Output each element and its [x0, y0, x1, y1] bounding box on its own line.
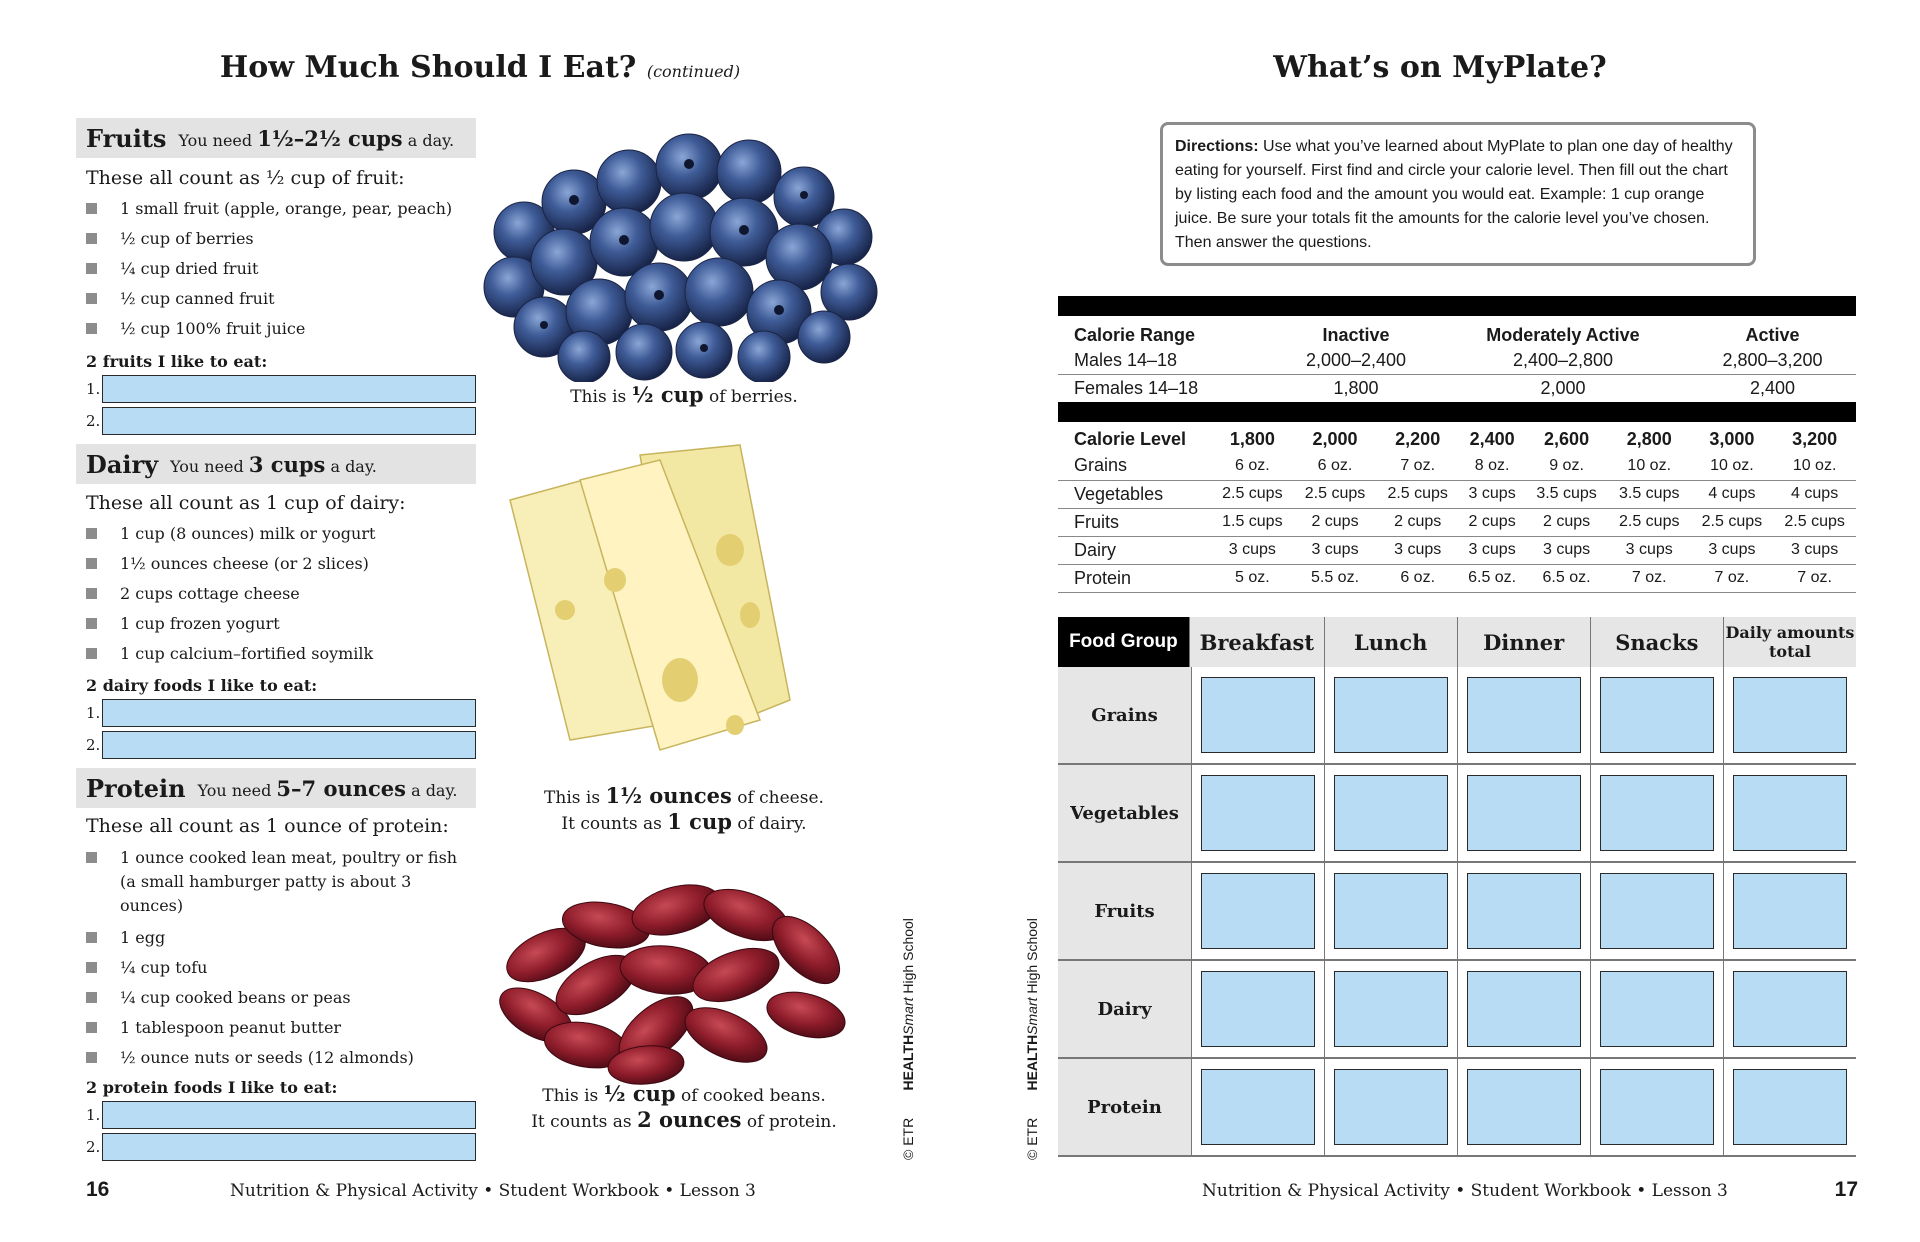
- protein-counts-as: These all count as 1 ounce of protein:: [86, 815, 449, 837]
- list-item: 2 cups cottage cheese: [86, 582, 476, 606]
- plan-input-grains-5[interactable]: [1733, 677, 1847, 753]
- protein-like-label: 2 protein foods I like to eat:: [86, 1078, 338, 1097]
- plan-input-vegetables-5[interactable]: [1733, 775, 1847, 851]
- title-note: (continued): [646, 62, 741, 81]
- bullet-icon: [86, 962, 97, 973]
- plan-row-protein: [1058, 1059, 1856, 1157]
- fruit-entry-2[interactable]: 2.: [86, 406, 476, 436]
- calorie-tables: [1058, 296, 1856, 593]
- table-row: Calorie Level 1,800 2,000 2,200 2,400 2,600 2,800 3,000 3,200: [1074, 428, 1838, 449]
- plan-input-dairy-2[interactable]: [1334, 971, 1448, 1047]
- plan-input-protein-5[interactable]: [1733, 1069, 1847, 1145]
- list-item: 1 cup frozen yogurt: [86, 612, 476, 636]
- table-bar: [1058, 296, 1856, 316]
- berries-caption: This is ½ cup of berries.: [570, 382, 798, 407]
- blueberries-image: [464, 112, 884, 382]
- list-item: 1 cup calcium–fortified soymilk: [86, 642, 476, 666]
- cheese-image: [490, 440, 820, 760]
- plan-input-grains-1[interactable]: [1201, 677, 1315, 753]
- list-item: 1 ounce cooked lean meat, poultry or fish (a small hamburger patty is about 3 ounces): [86, 846, 476, 918]
- list-item: 1 tablespoon peanut butter: [86, 1016, 476, 1040]
- list-item: ½ ounce nuts or seeds (12 almonds): [86, 1046, 476, 1070]
- section-name: Protein: [86, 773, 186, 803]
- plan-input-dairy-4[interactable]: [1600, 971, 1714, 1047]
- bullet-icon: [86, 992, 97, 1003]
- plan-input-protein-2[interactable]: [1334, 1069, 1448, 1145]
- bullet-icon: [86, 932, 97, 943]
- right-page-number: 17: [1834, 1178, 1858, 1201]
- dairy-entry-2[interactable]: 2.: [86, 730, 476, 760]
- table-bar: [1058, 402, 1856, 422]
- list-item: 1 egg: [86, 926, 476, 950]
- plan-input-vegetables-3[interactable]: [1467, 775, 1581, 851]
- bullet-icon: [86, 528, 97, 539]
- dairy-like-label: 2 dairy foods I like to eat:: [86, 676, 318, 695]
- bullet-icon: [86, 323, 97, 334]
- plan-input-vegetables-4[interactable]: [1600, 775, 1714, 851]
- plan-input-protein-4[interactable]: [1600, 1069, 1714, 1145]
- page-title-text: How Much Should I Eat?: [219, 50, 637, 85]
- list-item: ½ cup 100% fruit juice: [86, 317, 476, 341]
- left-brand-vertical: © ETR HEALTHSmart High School: [900, 918, 916, 1160]
- plan-row-fruits: [1058, 863, 1856, 961]
- table-row: Protein 5 oz. 5.5 oz. 6 oz. 6.5 oz. 6.5 oz. 7 oz. 7 oz. 7 oz.: [1058, 564, 1856, 592]
- brand-logo: HEALTH: [900, 1034, 916, 1091]
- section-need: You need 5–7 ounces a day.: [197, 775, 458, 801]
- food-group-label: Grains: [1058, 667, 1191, 763]
- protein-input-1[interactable]: [102, 1101, 476, 1129]
- left-page-title: [0, 50, 960, 85]
- daily-total-header: Daily amounts total: [1723, 617, 1856, 667]
- directions-box: [1160, 122, 1756, 266]
- list-item: ¼ cup dried fruit: [86, 257, 476, 281]
- plan-input-vegetables-2[interactable]: [1334, 775, 1448, 851]
- fruits-like-label: 2 fruits I like to eat:: [86, 352, 268, 371]
- plan-input-protein-1[interactable]: [1201, 1069, 1315, 1145]
- dairy-input-1[interactable]: [102, 699, 476, 727]
- meal-plan-grid: [1058, 667, 1856, 1157]
- table-row: Dairy 3 cups 3 cups 3 cups 3 cups 3 cups 3 cups 3 cups 3 cups: [1058, 536, 1856, 564]
- dairy-input-2[interactable]: [102, 731, 476, 759]
- food-group-label: Protein: [1058, 1059, 1191, 1155]
- right-page-title: What’s on MyPlate?: [1273, 50, 1607, 85]
- plan-cell-grains-1: [1191, 667, 1324, 763]
- food-group-label: Vegetables: [1058, 765, 1191, 861]
- plan-cell-grains-2: [1324, 667, 1457, 763]
- food-group-label: Dairy: [1058, 961, 1191, 1057]
- protein-input-2[interactable]: [102, 1133, 476, 1161]
- plan-cell-dairy-5: [1723, 961, 1856, 1057]
- table-row: Females 14–18 1,800 2,000 2,400: [1074, 377, 1796, 398]
- calorie-range-table: [1058, 322, 1856, 402]
- list-item: ¼ cup tofu: [86, 956, 476, 980]
- plan-cell-dairy-4: [1590, 961, 1723, 1057]
- plan-cell-vegetables-1: [1191, 765, 1324, 861]
- plan-input-fruits-2[interactable]: [1334, 873, 1448, 949]
- bullet-icon: [86, 648, 97, 659]
- plan-cell-dairy-2: [1324, 961, 1457, 1057]
- plan-row-dairy: [1058, 961, 1856, 1059]
- section-need: You need 1½–2½ cups a day.: [178, 125, 455, 151]
- plan-cell-vegetables-5: [1723, 765, 1856, 861]
- fruit-input-1[interactable]: [102, 375, 476, 403]
- plan-cell-fruits-2: [1324, 863, 1457, 959]
- left-page-number: 16: [86, 1178, 110, 1201]
- plan-input-vegetables-1[interactable]: [1201, 775, 1315, 851]
- plan-cell-protein-3: [1457, 1059, 1590, 1155]
- beans-image: [476, 855, 876, 1085]
- left-footer: Nutrition & Physical Activity • Student Workbook • Lesson 3: [230, 1181, 756, 1201]
- plan-cell-fruits-3: [1457, 863, 1590, 959]
- bullet-icon: [86, 852, 97, 863]
- directions-text: Use what you’ve learned about MyPlate to plan one day of healthy eating for yourself. First find and circle your calorie level. Then fill out the chart by listing each food and the amount you would eat. Example: 1 cup orange juice. Be sure your totals fit the amounts for the calorie level you’ve chosen. Then answer the questions.: [1175, 138, 1733, 251]
- plan-input-grains-4[interactable]: [1600, 677, 1714, 753]
- plan-cell-grains-5: [1723, 667, 1856, 763]
- meal-plan-table: [1058, 617, 1856, 667]
- bullet-icon: [86, 203, 97, 214]
- calorie-level-table: [1058, 426, 1856, 593]
- dairy-counts-as: These all count as 1 cup of dairy:: [86, 492, 406, 514]
- bullet-icon: [86, 1022, 97, 1033]
- list-item: 1 cup (8 ounces) milk or yogurt: [86, 522, 476, 546]
- plan-input-fruits-5[interactable]: [1733, 873, 1847, 949]
- list-item: ½ cup canned fruit: [86, 287, 476, 311]
- plan-input-dairy-1[interactable]: [1201, 971, 1315, 1047]
- list-item: ½ cup of berries: [86, 227, 476, 251]
- directions-label: Directions:: [1175, 138, 1259, 155]
- plan-cell-vegetables-3: [1457, 765, 1590, 861]
- plan-cell-grains-3: [1457, 667, 1590, 763]
- plan-input-fruits-4[interactable]: [1600, 873, 1714, 949]
- right-brand-vertical: © ETR HEALTHSmart High School: [1024, 918, 1040, 1160]
- plan-cell-fruits-1: [1191, 863, 1324, 959]
- plan-cell-protein-5: [1723, 1059, 1856, 1155]
- protein-section-header: [76, 768, 476, 808]
- food-group-label: Fruits: [1058, 863, 1191, 959]
- table-header-row: [1058, 617, 1856, 667]
- plan-cell-fruits-5: [1723, 863, 1856, 959]
- dinner-header: Dinner: [1457, 617, 1590, 667]
- bullet-icon: [86, 588, 97, 599]
- plan-cell-fruits-4: [1590, 863, 1723, 959]
- bullet-icon: [86, 1052, 97, 1063]
- plan-cell-vegetables-4: [1590, 765, 1723, 861]
- dairy-section-header: [76, 444, 476, 484]
- plan-input-dairy-5[interactable]: [1733, 971, 1847, 1047]
- table-row: Fruits 1.5 cups 2 cups 2 cups 2 cups 2 cups 2.5 cups 2.5 cups 2.5 cups: [1058, 508, 1856, 536]
- list-item: ¼ cup cooked beans or peas: [86, 986, 476, 1010]
- section-name: Dairy: [86, 449, 159, 479]
- table-row: Grains 6 oz. 6 oz. 7 oz. 8 oz. 9 oz. 10 oz. 10 oz. 10 oz.: [1058, 452, 1856, 480]
- bullet-icon: [86, 618, 97, 629]
- plan-cell-protein-2: [1324, 1059, 1457, 1155]
- brand-logo: HEALTH: [1024, 1034, 1040, 1091]
- fruit-entry-1[interactable]: 1.: [86, 374, 476, 404]
- plan-input-protein-3[interactable]: [1467, 1069, 1581, 1145]
- protein-entry-2[interactable]: 2.: [86, 1132, 476, 1162]
- beans-caption: This is ½ cup of cooked beans. It counts as 2 ounces of protein.: [531, 1081, 837, 1132]
- plan-input-fruits-3[interactable]: [1467, 873, 1581, 949]
- fruits-section-header: [76, 118, 476, 158]
- plan-cell-protein-4: [1590, 1059, 1723, 1155]
- list-item: 1 small fruit (apple, orange, pear, peach): [86, 197, 476, 221]
- breakfast-header: Breakfast: [1189, 617, 1324, 667]
- plan-input-fruits-1[interactable]: [1201, 873, 1315, 949]
- section-need: You need 3 cups a day.: [170, 451, 377, 477]
- fruit-input-2[interactable]: [102, 407, 476, 435]
- bullet-icon: [86, 293, 97, 304]
- bullet-icon: [86, 558, 97, 569]
- plan-cell-protein-1: [1191, 1059, 1324, 1155]
- table-row: Males 14–18 2,000–2,400 2,400–2,800 2,800–3,200: [1058, 348, 1856, 374]
- bullet-icon: [86, 233, 97, 244]
- protein-entry-1[interactable]: 1.: [86, 1100, 476, 1130]
- table-row: Vegetables 2.5 cups 2.5 cups 2.5 cups 3 cups 3.5 cups 3.5 cups 4 cups 4 cups: [1058, 480, 1856, 508]
- plan-cell-vegetables-2: [1324, 765, 1457, 861]
- snacks-header: Snacks: [1590, 617, 1723, 667]
- lunch-header: Lunch: [1324, 617, 1457, 667]
- plan-input-grains-3[interactable]: [1467, 677, 1581, 753]
- plan-row-vegetables: [1058, 765, 1856, 863]
- plan-input-dairy-3[interactable]: [1467, 971, 1581, 1047]
- section-name: Fruits: [86, 123, 167, 153]
- table-row: Calorie Range Inactive Moderately Active Active: [1074, 324, 1800, 345]
- right-footer: Nutrition & Physical Activity • Student Workbook • Lesson 3: [1202, 1181, 1728, 1201]
- food-group-header: Food Group: [1058, 617, 1189, 667]
- dairy-entry-1[interactable]: 1.: [86, 698, 476, 728]
- bullet-icon: [86, 263, 97, 274]
- plan-row-grains: [1058, 667, 1856, 765]
- fruits-counts-as: These all count as ½ cup of fruit:: [86, 167, 405, 189]
- list-item: 1½ ounces cheese (or 2 slices): [86, 552, 476, 576]
- plan-cell-dairy-3: [1457, 961, 1590, 1057]
- plan-cell-dairy-1: [1191, 961, 1324, 1057]
- plan-cell-grains-4: [1590, 667, 1723, 763]
- cheese-caption: This is 1½ ounces of cheese. It counts as 1 cup of dairy.: [544, 783, 824, 834]
- plan-input-grains-2[interactable]: [1334, 677, 1448, 753]
